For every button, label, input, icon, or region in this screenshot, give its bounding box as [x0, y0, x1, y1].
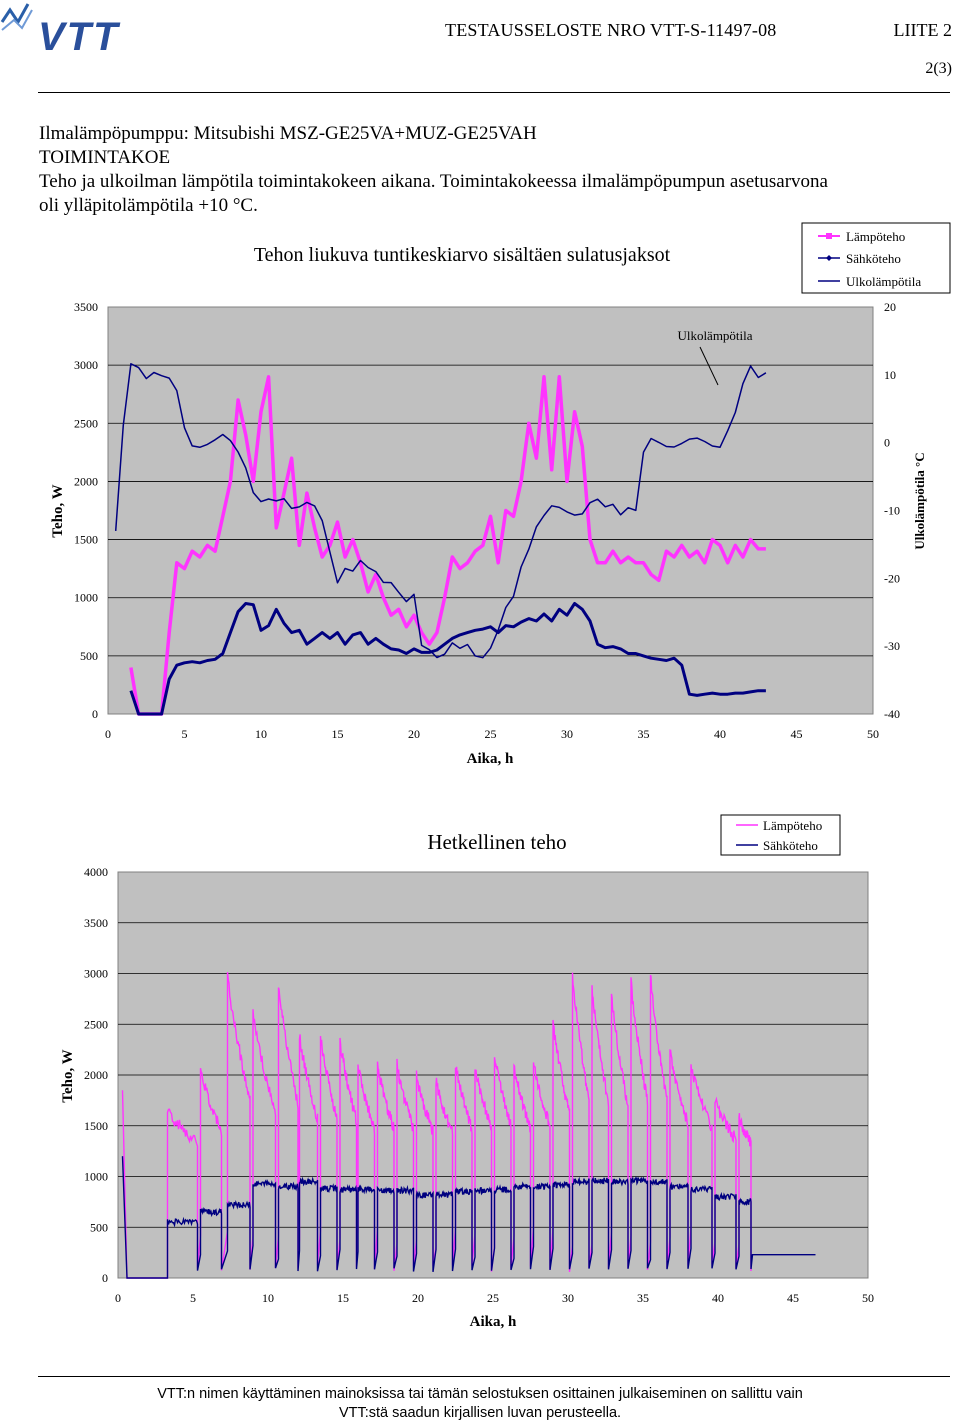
- legend-heat-label: Lämpöteho: [846, 229, 906, 244]
- intro-desc-1: Teho ja ulkoilman lämpötila toimintakokeen aikana. Toimintakokeessa ilmalämpöpumpun asetusarvona: [39, 171, 828, 192]
- x-tick-label: 15: [331, 727, 344, 741]
- y-axis-label: Teho, W: [60, 1049, 76, 1103]
- footer-line-1: VTT:n nimen käyttäminen mainoksissa tai tämän selostuksen osittainen julkaiseminen on sallittu vain: [157, 1386, 803, 1402]
- x-tick-label: 20: [412, 1291, 424, 1305]
- y-tick-label: 500: [80, 648, 98, 663]
- page-number: 2(3): [925, 60, 952, 77]
- chart-instantaneous: [0, 808, 960, 1338]
- legend-elec-label: Sähköteho: [846, 251, 901, 266]
- y2-tick-label: -30: [884, 639, 900, 654]
- chart-title: Hetkellinen teho: [427, 830, 567, 854]
- y2-tick-label: 20: [884, 300, 896, 314]
- x-tick-label: 45: [790, 727, 803, 741]
- x-tick-label: 45: [787, 1291, 799, 1305]
- y-tick-label: 1000: [84, 1169, 108, 1184]
- y2-tick-label: 0: [884, 435, 890, 450]
- x-axis-label: Aika, h: [469, 1314, 517, 1330]
- legend-temp-label: Ulkolämpötila: [846, 274, 922, 289]
- y-tick-label: 1500: [84, 1118, 108, 1133]
- x-tick-label: 5: [181, 727, 188, 741]
- chart-instantaneous-svg: [0, 808, 960, 1338]
- legend-marker-heat: [826, 233, 832, 239]
- intro-desc-2: oli ylläpitolämpötila +10 °C.: [39, 195, 258, 216]
- chart-hourly-average-svg: [0, 215, 960, 775]
- y-tick-label: 2000: [74, 474, 98, 489]
- intro-text: [39, 122, 954, 218]
- y-tick-label: 2500: [74, 416, 98, 431]
- x-tick-label: 50: [867, 727, 879, 741]
- report-number: TESTAUSSELOSTE NRO VTT-S-11497-08: [445, 20, 777, 40]
- footer-line-2: VTT:stä saadun kirjallisen luvan perusteella.: [338, 1405, 622, 1421]
- legend-elec-label: Sähköteho: [763, 838, 818, 853]
- y-tick-label: 3500: [84, 915, 108, 930]
- footer-notice: [0, 1385, 960, 1423]
- vtt-logo: [0, 0, 150, 60]
- y-tick-label: 1500: [74, 532, 98, 547]
- y2-axis-label: Ulkolämpötila °C: [912, 452, 927, 550]
- x-tick-label: 30: [561, 727, 573, 741]
- x-tick-label: 25: [484, 727, 497, 741]
- y-tick-label: 2500: [84, 1017, 108, 1032]
- logo-text: VTT: [38, 15, 120, 59]
- x-tick-label: 10: [262, 1291, 274, 1305]
- y2-tick-label: -40: [884, 707, 900, 721]
- x-tick-label: 30: [562, 1291, 574, 1305]
- y-tick-label: 500: [90, 1220, 108, 1235]
- x-tick-label: 5: [190, 1291, 196, 1305]
- footer-divider: [38, 1376, 950, 1377]
- x-tick-label: 35: [637, 727, 650, 741]
- intro-heading: TOIMINTAKOE: [39, 147, 171, 168]
- annotation-outdoor-temp: Ulkolämpötila: [677, 328, 753, 343]
- appendix-label: LIITE 2: [893, 20, 952, 40]
- y2-tick-label: 10: [884, 367, 896, 382]
- legend-heat-label: Lämpöteho: [763, 818, 823, 833]
- x-tick-label: 0: [115, 1291, 121, 1305]
- x-tick-label: 50: [862, 1291, 874, 1305]
- chart-hourly-average: [0, 215, 960, 775]
- y-tick-label: 3000: [74, 358, 98, 373]
- x-axis-label: Aika, h: [466, 751, 514, 767]
- x-tick-label: 10: [255, 727, 267, 741]
- chart-title: Tehon liukuva tuntikeskiarvo sisältäen sulatusjaksot: [253, 244, 671, 266]
- x-tick-label: 40: [714, 727, 726, 741]
- x-tick-label: 25: [487, 1291, 499, 1305]
- y2-tick-label: -20: [884, 571, 900, 586]
- header-divider: [38, 92, 950, 93]
- y-tick-label: 2000: [84, 1068, 108, 1082]
- x-tick-label: 20: [408, 727, 420, 741]
- y-tick-label: 1000: [74, 590, 98, 605]
- x-tick-label: 0: [105, 727, 111, 741]
- y-axis-label: Teho, W: [50, 484, 66, 538]
- intro-device: Ilmalämpöpumppu: Mitsubishi MSZ-GE25VA+MUZ-GE25VAH: [39, 123, 537, 144]
- y-tick-label: 0: [102, 1271, 108, 1285]
- x-tick-label: 40: [712, 1291, 724, 1305]
- legend: [802, 223, 950, 293]
- x-tick-label: 15: [337, 1291, 349, 1305]
- y2-tick-label: -10: [884, 503, 900, 518]
- y-tick-label: 3000: [84, 966, 108, 981]
- x-tick-label: 35: [637, 1291, 649, 1305]
- y-tick-label: 0: [92, 707, 98, 721]
- y-tick-label: 3500: [74, 300, 98, 314]
- y-tick-label: 4000: [84, 865, 108, 879]
- legend: [721, 815, 840, 855]
